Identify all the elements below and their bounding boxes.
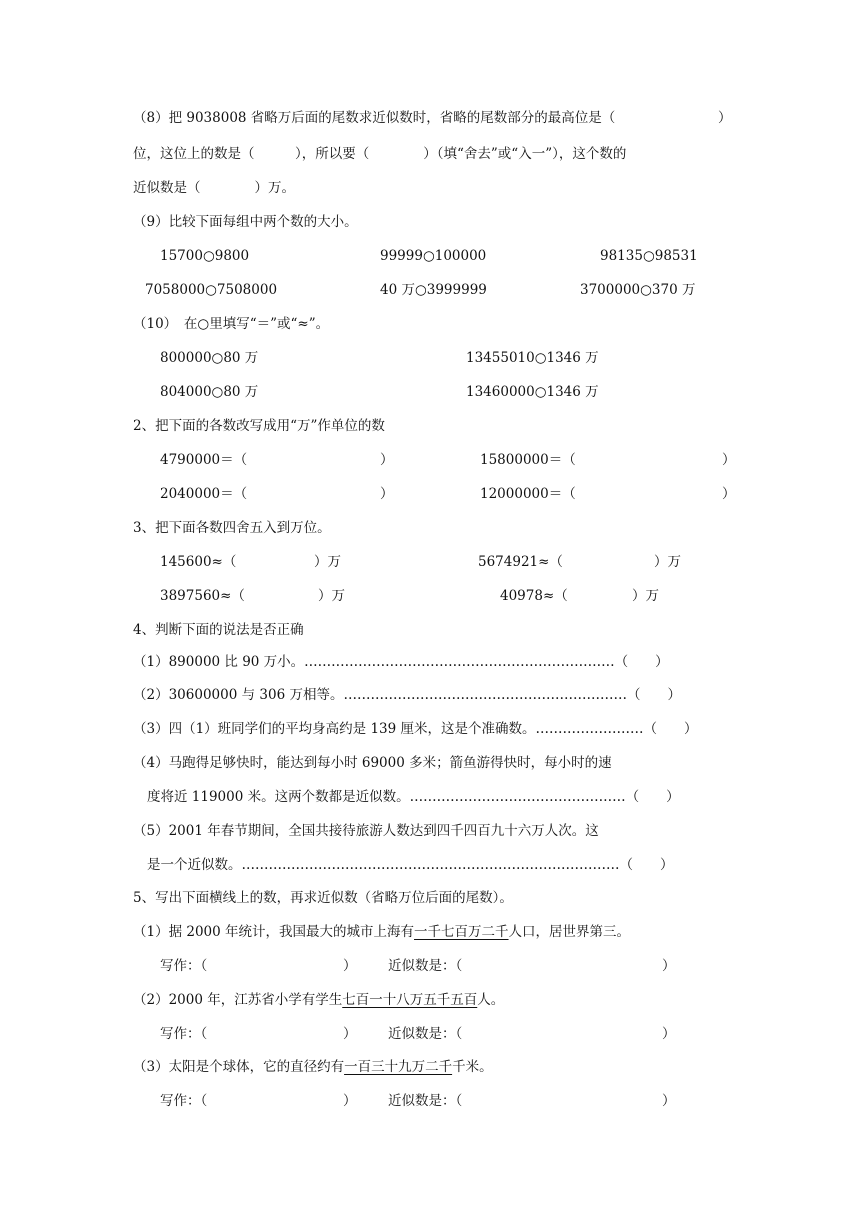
s2-close-4: ） bbox=[722, 486, 736, 502]
section5-title: 5、写出下面横线上的数，再求近似数（省略万位后面的尾数）。 bbox=[133, 890, 513, 906]
s5-q3-pre: （3）太阳是个球体，它的直径约有 bbox=[133, 1059, 345, 1075]
s3-close-4: ）万 bbox=[632, 588, 659, 604]
s3-close-3: ）万 bbox=[318, 588, 345, 604]
section3-title: 3、把下面各数四舍五入到万位。 bbox=[133, 520, 331, 536]
s4-item-3: （3）四（1）班同学们的平均身高约是 139 厘米，这是个准确数。……………………（ ） bbox=[133, 721, 698, 737]
q10-item-3: 804000○80 万 bbox=[160, 384, 259, 400]
s5-q2 bbox=[133, 990, 504, 1010]
s5-q1-write-label: 写作：（ bbox=[160, 958, 208, 974]
s5-q1-underlined-number: 一千七百万二千 bbox=[414, 924, 509, 940]
s5-q3-underlined-number: 一百三十九万二千 bbox=[344, 1059, 453, 1075]
s5-q2-write-label: 写作：（ bbox=[160, 1026, 208, 1042]
s5-q1-pre: （1）据 2000 年统计，我国最大的城市上海有 bbox=[133, 924, 415, 940]
s5-q3 bbox=[133, 1057, 493, 1077]
section4-title: 4、判断下面的说法是否正确 bbox=[133, 622, 304, 638]
s4-item-4-line2: 度将近 119000 米。这两个数都是近似数。…………………………………………（ ） bbox=[147, 789, 680, 805]
s5-q2-approx-close: ） bbox=[662, 1026, 676, 1042]
s4-item-5-line1: （5）2001 年春节期间，全国共接待旅游人数达到四千四百九十六万人次。这 bbox=[133, 823, 599, 839]
s5-q1-write-close: ） bbox=[343, 958, 357, 974]
q10-item-2: 13455010○1346 万 bbox=[466, 350, 599, 366]
q9-compare-4: 7058000○7508000 bbox=[145, 282, 278, 298]
s4-item-1: （1）890000 比 90 万小。……………………………………………………………（ ） bbox=[133, 654, 669, 670]
s2-expr-1: 4790000＝（ bbox=[160, 452, 248, 468]
q9-compare-3: 98135○98531 bbox=[600, 248, 698, 264]
s2-expr-4: 12000000＝（ bbox=[480, 486, 576, 502]
s3-expr-1: 145600≈（ bbox=[160, 554, 237, 570]
s5-q2-approx-label: 近似数是：（ bbox=[388, 1026, 463, 1042]
s4-item-4-line1: （4）马跑得足够快时，能达到每小时 69000 多米；箭鱼游得快时，每小时的速 bbox=[133, 755, 612, 771]
s4-item-2: （2）30600000 与 306 万相等。………………………………………………………（ ） bbox=[133, 687, 681, 703]
s5-q1 bbox=[133, 922, 630, 942]
s5-q1-approx-close: ） bbox=[662, 958, 676, 974]
s3-expr-4: 40978≈（ bbox=[500, 588, 568, 604]
s2-expr-2: 15800000＝（ bbox=[480, 452, 576, 468]
s5-q2-write-close: ） bbox=[343, 1026, 357, 1042]
q8-line2: 位，这位上的数是（ ），所以要（ ）（填“舍去”或“入一”），这个数的 bbox=[133, 146, 627, 162]
q9-compare-1: 15700○9800 bbox=[160, 248, 250, 264]
s3-close-1: ）万 bbox=[314, 554, 341, 570]
s2-expr-3: 2040000＝（ bbox=[160, 486, 248, 502]
s5-q3-write-close: ） bbox=[343, 1093, 357, 1109]
s5-q1-approx-label: 近似数是：（ bbox=[388, 958, 463, 974]
s3-expr-2: 5674921≈（ bbox=[478, 554, 563, 570]
s3-expr-3: 3897560≈（ bbox=[160, 588, 245, 604]
s5-q3-post: 千米。 bbox=[452, 1059, 493, 1075]
s2-close-1: ） bbox=[380, 452, 394, 468]
s2-close-3: ） bbox=[380, 486, 394, 502]
s5-q1-post: 人口，居世界第三。 bbox=[508, 924, 631, 940]
s3-close-2: ）万 bbox=[654, 554, 681, 570]
q8-line1: （8）把 9038008 省略万后面的尾数求近似数时，省略的尾数部分的最高位是（ bbox=[133, 110, 616, 126]
q9-compare-5: 40 万○3999999 bbox=[380, 282, 487, 298]
s5-q2-post: 人。 bbox=[477, 992, 505, 1008]
s5-q2-pre: （2）2000 年，江苏省小学有学生 bbox=[133, 992, 343, 1008]
q8-line3: 近似数是（ ）万。 bbox=[133, 180, 295, 196]
section2-title: 2、把下面的各数改写成用“万”作单位的数 bbox=[133, 418, 385, 434]
q9-compare-2: 99999○100000 bbox=[380, 248, 487, 264]
q10-title: （10） 在○里填写“＝”或“≈”。 bbox=[133, 316, 330, 332]
q10-item-4: 13460000○1346 万 bbox=[466, 384, 599, 400]
s5-q3-approx-label: 近似数是：（ bbox=[388, 1093, 463, 1109]
q10-item-1: 800000○80 万 bbox=[160, 350, 259, 366]
q9-title: （9）比较下面每组中两个数的大小。 bbox=[133, 214, 358, 230]
s5-q3-approx-close: ） bbox=[662, 1093, 676, 1109]
s2-close-2: ） bbox=[722, 452, 736, 468]
s5-q2-underlined-number: 七百一十八万五千五百 bbox=[342, 992, 478, 1008]
q8-blank1-close: ） bbox=[718, 110, 732, 126]
q9-compare-6: 3700000○370 万 bbox=[580, 282, 696, 298]
s5-q3-write-label: 写作：（ bbox=[160, 1093, 208, 1109]
s4-item-5-line2: 是一个近似数。…………………………………………………………………………（ ） bbox=[147, 857, 674, 873]
